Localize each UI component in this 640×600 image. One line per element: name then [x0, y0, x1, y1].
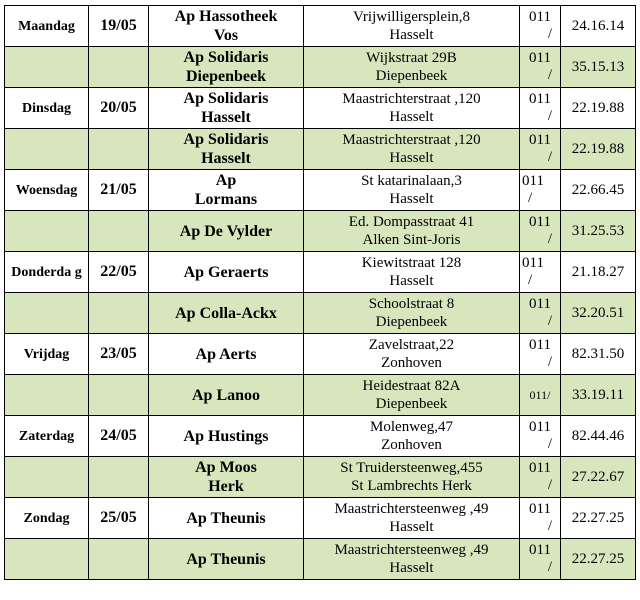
phone-number: 27.22.67: [561, 457, 636, 498]
day-cell: [5, 88, 89, 129]
phone-zone: [520, 170, 561, 211]
date-label: 19/05: [100, 17, 137, 34]
phone-number: 82.31.50: [561, 334, 636, 375]
phone-number: 22.27.25: [561, 498, 636, 539]
date-cell: [89, 88, 149, 129]
day-cell: [5, 6, 89, 47]
pharmacy-name-line: Hasselt: [201, 150, 251, 167]
zone-code: 011: [529, 296, 551, 312]
date-label: 24/05: [100, 427, 137, 444]
address-city: Hasselt: [389, 27, 434, 43]
pharmacy-name: [149, 498, 304, 539]
pharmacy-name: [149, 88, 304, 129]
phone-zone: [520, 334, 561, 375]
zone-code: 011: [522, 173, 544, 189]
table-row: [5, 498, 636, 539]
pharmacy-address: [304, 375, 520, 416]
phone-zone: [520, 211, 561, 252]
pharmacy-name-line: Ap Geraerts: [183, 263, 269, 281]
date-cell: [89, 498, 149, 539]
date-cell: [89, 47, 149, 88]
zone-code: 011: [529, 460, 551, 476]
address-street: Kiewitstraat 128: [361, 255, 462, 271]
address-street: Molenweg,47: [370, 419, 453, 435]
address-street: Ed. Dompasstraat 41: [348, 214, 475, 230]
day-label: Woensdag: [15, 183, 78, 198]
address-city: Zonhoven: [381, 437, 442, 453]
day-cell: [5, 293, 89, 334]
pharmacy-name: [149, 129, 304, 170]
phone-zone: [520, 252, 561, 293]
pharmacy-name: [149, 539, 304, 580]
address-city: Hasselt: [389, 150, 434, 166]
pharmacy-name: [149, 170, 304, 211]
zone-slash: /: [528, 190, 533, 206]
pharmacy-address: [304, 252, 520, 293]
table-row: [5, 88, 636, 129]
zone-code: 011: [529, 50, 551, 66]
day-cell: [5, 129, 89, 170]
pharmacy-name-line: Ap Aerts: [195, 345, 257, 363]
phone-zone: [520, 498, 561, 539]
pharmacy-name: [149, 416, 304, 457]
day-label: Maandag: [18, 19, 75, 34]
pharmacy-address: [304, 47, 520, 88]
zone-code: 011: [529, 214, 551, 230]
pharmacy-name-line: Ap Hustings: [183, 427, 269, 445]
pharmacy-name-line: Ap Solidaris: [183, 49, 269, 66]
table-row: [5, 416, 636, 457]
date-label: 23/05: [100, 345, 137, 362]
pharmacy-name-line: Vos: [213, 27, 239, 44]
pharmacy-address: [304, 6, 520, 47]
zone-slash: /: [547, 518, 552, 534]
address-street: Schoolstraat 8: [368, 296, 455, 312]
zone-code: 011: [529, 9, 551, 25]
address-city: Hasselt: [389, 273, 434, 289]
pharmacy-name-line: Ap Solidaris: [183, 90, 269, 107]
day-cell: [5, 539, 89, 580]
date-cell: [89, 539, 149, 580]
pharmacy-address: [304, 539, 520, 580]
day-cell: [5, 457, 89, 498]
pharmacy-name: [149, 211, 304, 252]
zone-code: 011: [529, 419, 551, 435]
table-row: [5, 252, 636, 293]
pharmacy-name-line: Ap Moos: [195, 459, 257, 476]
address-city: Alken Sint-Joris: [362, 232, 461, 248]
address-city: Diepenbeek: [375, 68, 448, 84]
phone-zone: [520, 129, 561, 170]
day-label: Donderda g: [11, 264, 82, 280]
zone-code: 011: [529, 542, 551, 558]
pharmacy-name: [149, 334, 304, 375]
day-cell: [5, 211, 89, 252]
pharmacy-name-line: Ap Lanoo: [191, 386, 261, 404]
table-row: [5, 129, 636, 170]
zone-slash: /: [547, 26, 552, 42]
address-street: Heidestraat 82A: [362, 378, 461, 394]
zone-slash: /: [528, 272, 533, 288]
pharmacy-address: [304, 498, 520, 539]
address-street: St Truidersteenweg,455: [340, 460, 483, 476]
phone-number: 22.66.45: [561, 170, 636, 211]
pharmacy-name-line: Ap Colla-Ackx: [175, 304, 277, 322]
table-row: [5, 170, 636, 211]
day-label: Vrijdag: [23, 347, 70, 362]
zone-slash: /: [547, 108, 552, 124]
date-label: 25/05: [100, 509, 137, 526]
pharmacy-name: [149, 293, 304, 334]
pharmacy-duty-table: [4, 5, 636, 580]
zone-slash: /: [547, 149, 552, 165]
pharmacy-name-line: Ap Hassotheek: [174, 8, 278, 25]
pharmacy-name: [149, 375, 304, 416]
date-cell: [89, 457, 149, 498]
address-street: Zavelstraat,22: [368, 337, 455, 353]
pharmacy-name-line: Ap Theunis: [186, 509, 266, 527]
address-city: Hasselt: [389, 560, 434, 576]
phone-number: 31.25.53: [561, 211, 636, 252]
pharmacy-name-line: Ap Solidaris: [183, 131, 269, 148]
date-cell: [89, 6, 149, 47]
zone-slash: /: [547, 436, 552, 452]
date-cell: [89, 129, 149, 170]
date-cell: [89, 375, 149, 416]
zone-slash: /: [547, 67, 552, 83]
zone-code: 011: [529, 91, 551, 107]
table-row: [5, 211, 636, 252]
phone-zone: [520, 6, 561, 47]
day-cell: [5, 416, 89, 457]
pharmacy-name: [149, 6, 304, 47]
phone-zone: [520, 539, 561, 580]
day-cell: [5, 252, 89, 293]
day-cell: [5, 498, 89, 539]
table-row: [5, 539, 636, 580]
pharmacy-address: [304, 88, 520, 129]
phone-zone: [520, 47, 561, 88]
zone-slash: /: [547, 559, 552, 575]
pharmacy-address: [304, 293, 520, 334]
zone-slash: /: [547, 477, 552, 493]
phone-number: 82.44.46: [561, 416, 636, 457]
pharmacy-address: [304, 416, 520, 457]
pharmacy-name-line: Ap: [215, 172, 237, 189]
address-street: Maastrichterstraat ,120: [342, 132, 481, 148]
address-street: Maastrichterstraat ,120: [342, 91, 481, 107]
date-cell: [89, 170, 149, 211]
phone-number: 24.16.14: [561, 6, 636, 47]
day-cell: [5, 334, 89, 375]
pharmacy-name-line: Hasselt: [201, 109, 251, 126]
zone-code: 011: [529, 132, 551, 148]
day-cell: [5, 375, 89, 416]
date-cell: [89, 293, 149, 334]
address-city: Hasselt: [389, 519, 434, 535]
address-street: Vrijwilligersplein,8: [353, 9, 470, 25]
pharmacy-address: [304, 129, 520, 170]
address-city: St Lambrechts Herk: [351, 478, 472, 494]
zone-code: 011/: [529, 387, 551, 402]
address-city: Zonhoven: [381, 355, 442, 371]
pharmacy-name-line: Lormans: [194, 191, 258, 208]
phone-number: 22.19.88: [561, 129, 636, 170]
phone-number: 22.19.88: [561, 88, 636, 129]
address-street: St katarinalaan,3: [361, 173, 462, 189]
day-label: Zaterdag: [18, 429, 75, 444]
pharmacy-name-line: Herk: [208, 478, 244, 495]
day-cell: [5, 47, 89, 88]
pharmacy-name: [149, 47, 304, 88]
address-street: Maastrichtersteenweg ,49: [334, 501, 489, 517]
date-cell: [89, 416, 149, 457]
phone-zone: [520, 416, 561, 457]
address-city: Hasselt: [389, 109, 434, 125]
zone-slash: /: [547, 354, 552, 370]
day-label: Zondag: [23, 511, 70, 526]
zone-code: 011: [522, 255, 544, 271]
address-street: Maastrichtersteenweg ,49: [334, 542, 489, 558]
table-row: [5, 375, 636, 416]
pharmacy-address: [304, 211, 520, 252]
date-label: 20/05: [100, 99, 137, 116]
phone-number: 21.18.27: [561, 252, 636, 293]
day-cell: [5, 170, 89, 211]
table-row: [5, 334, 636, 375]
table-row: [5, 457, 636, 498]
address-city: Diepenbeek: [375, 396, 448, 412]
pharmacy-address: [304, 334, 520, 375]
pharmacy-name-line: Diepenbeek: [186, 68, 266, 85]
pharmacy-address: [304, 170, 520, 211]
pharmacy-address: [304, 457, 520, 498]
date-label: 22/05: [100, 263, 137, 280]
date-cell: [89, 252, 149, 293]
address-street: Wijkstraat 29B: [366, 50, 457, 66]
address-city: Hasselt: [389, 191, 434, 207]
date-label: 21/05: [100, 181, 137, 198]
zone-code: 011: [529, 501, 551, 517]
phone-number: 33.19.11: [561, 375, 636, 416]
phone-number: 32.20.51: [561, 293, 636, 334]
phone-number: 22.27.25: [561, 539, 636, 580]
date-cell: [89, 211, 149, 252]
phone-zone: [520, 293, 561, 334]
table-row: [5, 6, 636, 47]
zone-slash: /: [547, 231, 552, 247]
table-row: [5, 293, 636, 334]
address-city: Diepenbeek: [375, 314, 448, 330]
day-label: Dinsdag: [21, 101, 72, 116]
pharmacy-name: [149, 252, 304, 293]
zone-code: 011: [529, 337, 551, 353]
zone-slash: /: [547, 313, 552, 329]
phone-zone: [520, 375, 561, 416]
table-row: [5, 47, 636, 88]
phone-zone: [520, 457, 561, 498]
date-cell: [89, 334, 149, 375]
phone-zone: [520, 88, 561, 129]
phone-number: 35.15.13: [561, 47, 636, 88]
pharmacy-name: [149, 457, 304, 498]
pharmacy-name-line: Ap Theunis: [186, 550, 266, 568]
pharmacy-name-line: Ap De Vylder: [179, 222, 273, 240]
